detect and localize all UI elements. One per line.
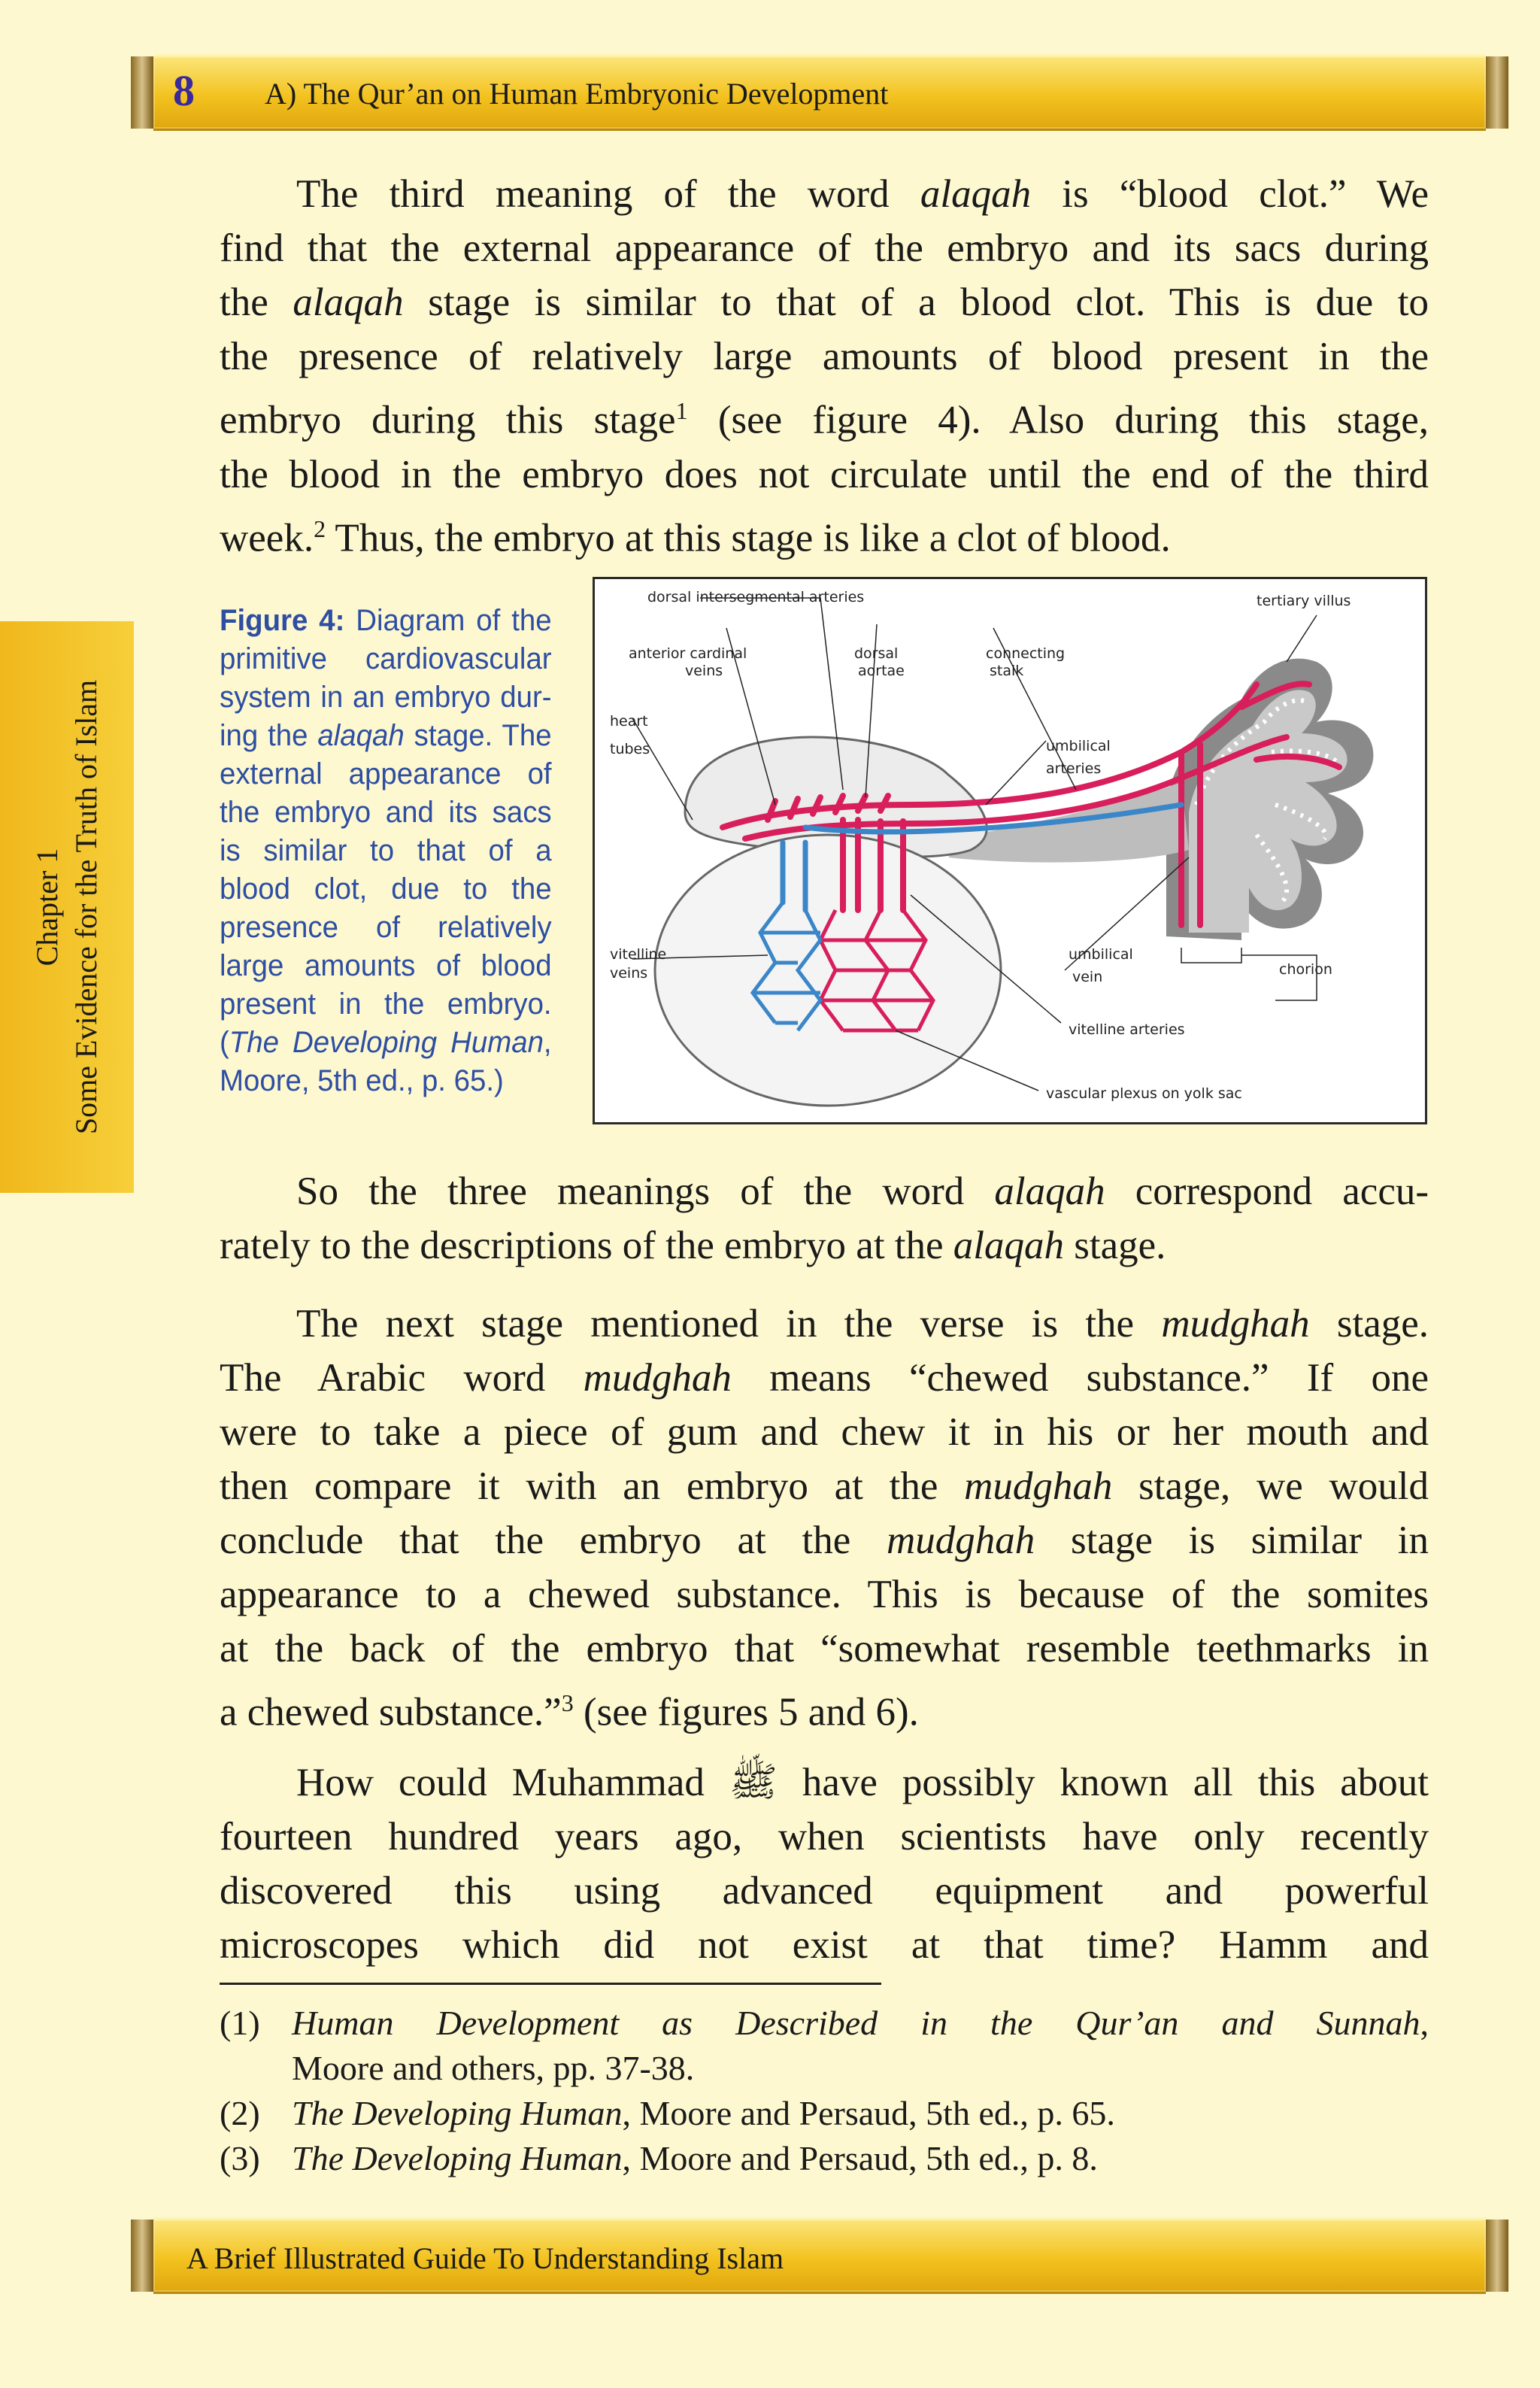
- yolk-sac: [655, 835, 1001, 1106]
- header-bar: [153, 54, 1486, 129]
- label-umbilical-arteries-1: umbilical: [1046, 738, 1111, 754]
- diagram-svg: [595, 579, 1425, 1122]
- label-dorsal-intersegmental-arteries: dorsal intersegmental arteries: [647, 589, 865, 605]
- label-anterior-cardinal: anterior cardinal: [629, 645, 747, 662]
- footer-bar-left-cap: [131, 2220, 153, 2292]
- chapter-side-tab: [0, 621, 134, 1193]
- paragraph-blood-clot: The third meaning of the word alaqah is “blood clot.” We find that the external appearance of the embryo and its sacs during the alaqah stage is similar to that of a blood clot. This is due to the presence of relatively large amounts of blood present in the embryo during this stage$^1$ (see figure 4). Also during this stage, the blood in the embryo does not circulate until the end of the third week.$^2$ Thus, the embryo at this stage is like a clot of blood.: [220, 172, 1429, 560]
- figure-caption: Figure 4: Diagram of the primitive cardiovascular system in an embryo dur- ing the alaqah stage. The external appearance of the embryo and its sacs is similar to that of a blood clot, due to the presence of relatively large amounts of blood present in the embryo. (The Developing Human, Moore, 5th ed., p. 65.): [220, 604, 552, 1097]
- header-bar-left-cap: [131, 56, 153, 129]
- label-aortae: aortae: [858, 663, 905, 679]
- chapter-section-title: A) The Qur’an on Human Embryonic Development: [265, 77, 889, 111]
- label-umbilical-vein-2: vein: [1072, 969, 1103, 985]
- label-chorion: chorion: [1279, 961, 1332, 978]
- side-tab-chapter: Chapter 1: [30, 848, 64, 966]
- label-heart: heart: [610, 713, 648, 730]
- label-tubes: tubes: [610, 741, 650, 757]
- book-title: A Brief Illustrated Guide To Understanding Islam: [186, 2241, 784, 2275]
- salutation-glyph: ﷺ: [729, 1761, 778, 1804]
- label-dorsal: dorsal: [854, 645, 899, 662]
- paragraph-mudghah: The next stage mentioned in the verse is the mudghah stage. The Arabic word mudghah means “chewed substance.” If one were to take a piece of gum and chew it in his or her mouth and then compare it with an embryo at the mudghah stage, we would conclude that the embryo at the mudghah stage is similar in appearance to a chewed substance. This is because of the somites at the back of the embryo that “somewhat resemble teethmarks in a chewed substance.”$^3$ (see figures 5 and 6).: [220, 1302, 1429, 1734]
- footnote-rule: [220, 1983, 881, 1985]
- footer-bar-right-cap: [1486, 2220, 1508, 2292]
- footnote-1: (1) Human Development as Described in the Qur’an and Sunnah, Moore and others, pp. 37-38.: [220, 2004, 1429, 2087]
- embryo-cardiovascular-diagram: [593, 577, 1427, 1124]
- label-umbilical-vein-1: umbilical: [1069, 946, 1133, 963]
- label-vitelline: vitelline: [610, 946, 667, 963]
- figure-label: Figure 4:: [220, 604, 345, 637]
- header-bar-right-cap: [1486, 56, 1508, 129]
- label-umbilical-arteries-2: arteries: [1046, 760, 1102, 777]
- side-tab-chapter-title: Some Evidence for the Truth of Islam: [69, 679, 103, 1135]
- label-vitelline-arteries: vitelline arteries: [1069, 1021, 1185, 1038]
- label-veins: veins: [685, 663, 723, 679]
- label-tertiary-villus: tertiary villus: [1257, 593, 1351, 609]
- footer-bar: [153, 2217, 1486, 2292]
- paragraph-three-meanings: So the three meanings of the word alaqah correspond accu- rately to the descriptions of the embryo at the alaqah stage.: [220, 1170, 1429, 1267]
- label-connecting: connecting: [986, 645, 1066, 662]
- paragraph-muhammad: How could Muhammad ﷺ have possibly known all this about fourteen hundred years ago, when scientists have only recently discovered this using advanced equipment and powerful microscopes which did not exist at that time? Hamm and: [220, 1761, 1429, 1967]
- label-vitelline-veins: veins: [610, 965, 648, 982]
- page-number: 8: [173, 66, 195, 115]
- label-stalk: stalk: [990, 663, 1024, 679]
- label-vascular-plexus: vascular plexus on yolk sac: [1046, 1085, 1242, 1102]
